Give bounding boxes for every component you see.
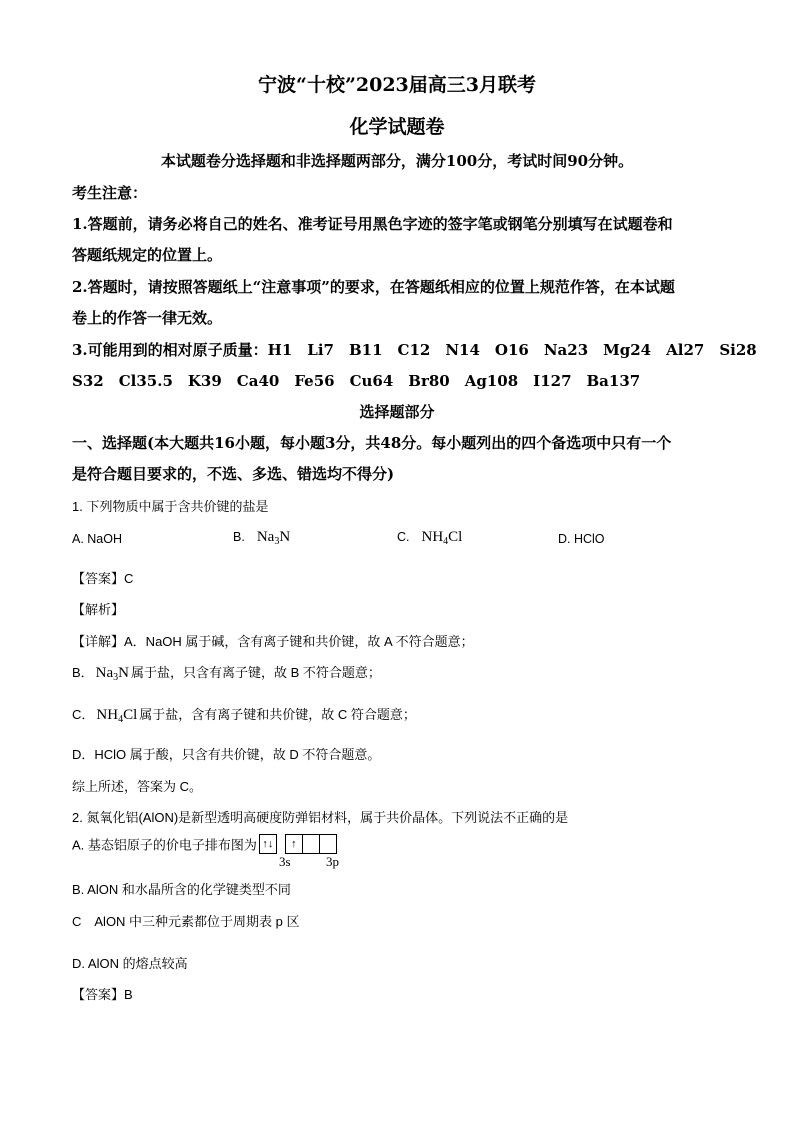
formula-subscript: 3 bbox=[274, 536, 280, 547]
orbital-3p-label: 3p bbox=[326, 854, 339, 869]
notice-item-3-line-1: 3.可能用到的相对原子质量：H1 Li7 B11 C12 N14 O16 Na23 Mg24 Al27 Si28 bbox=[72, 341, 757, 359]
formula-subscript: 3 bbox=[113, 672, 119, 683]
formula-subscript: 4 bbox=[118, 714, 124, 725]
q1-stem: 1. 下列物质中属于含共价键的盐是 bbox=[72, 499, 269, 514]
q1-answer bbox=[72, 568, 133, 587]
q1-detail-d: D．HClO 属于酸，只含有共价键，故 D 不符合题意。 bbox=[72, 747, 381, 762]
q1-option-b-formula bbox=[257, 529, 290, 545]
q1-option-b bbox=[233, 528, 290, 547]
formula-subscript: 4 bbox=[443, 536, 449, 547]
q2-stem: 2. 氮氧化铝(AlON)是新型透明高硬度防弹铝材料，属于共价晶体。下列说法不正确的是 bbox=[72, 810, 569, 825]
detail-c-prefix: C． bbox=[72, 707, 95, 722]
q1-option-c bbox=[397, 528, 462, 547]
q1-summary: 综上所述，答案为 C。 bbox=[72, 779, 203, 794]
orbital-3p-box-3 bbox=[319, 834, 337, 854]
q2-option-a bbox=[72, 834, 337, 854]
part-1-instructions-line-1: 一、选择题(本大题共16小题，每小题3分，共48分。每小题列出的四个备选项中只有一个 bbox=[72, 434, 672, 452]
formula-part: Cl bbox=[448, 529, 463, 545]
detail-c-formula bbox=[96, 707, 137, 723]
notice-item-2-line-2: 卷上的作答一律无效。 bbox=[72, 309, 223, 327]
q1-detail-a bbox=[72, 631, 474, 650]
q2-option-c: C AlON 中三种元素都位于周期表 p 区 bbox=[72, 914, 300, 929]
formula-part: NH bbox=[421, 529, 444, 545]
orbital-3s-label: 3s bbox=[279, 854, 291, 869]
exam-title: 宁波“十校”2023届高三3月联考 bbox=[258, 74, 536, 96]
detail-c-text: 属于盐，含有离子键和共价键，故 C 符合题意； bbox=[139, 707, 416, 722]
q1-option-b-label: B. bbox=[233, 530, 245, 544]
notice-heading: 考生注意： bbox=[72, 184, 148, 202]
q2-option-a-text: A. 基态铝原子的价电子排布图为 bbox=[72, 837, 257, 853]
detail-b-prefix: B． bbox=[72, 665, 94, 680]
exam-intro: 本试题卷分选择题和非选择题两部分，满分100分，考试时间90分钟。 bbox=[160, 152, 634, 170]
detail-a-text: A．NaOH 属于碱，含有离子键和共价键，故 A 不符合题意； bbox=[124, 634, 474, 649]
exam-subtitle: 化学试题卷 bbox=[349, 116, 445, 138]
q2-option-d: D. AlON 的熔点较高 bbox=[72, 956, 188, 971]
q1-option-d: D. HClO bbox=[558, 532, 605, 546]
notice-item-2-line-1: 2.答题时，请按照答题纸上“注意事项”的要求，在答题纸相应的位置上规范作答，在本试题 bbox=[72, 278, 675, 296]
notice-item-1-line-2: 答题纸规定的位置上。 bbox=[72, 246, 223, 264]
q1-detail-b bbox=[72, 662, 381, 683]
answer-value: B bbox=[124, 987, 133, 1002]
q1-detail-c bbox=[72, 704, 416, 725]
orbital-3p-box-1: ↑ bbox=[285, 834, 303, 854]
section-title: 选择题部分 bbox=[359, 403, 435, 421]
q1-option-a: A. NaOH bbox=[72, 532, 123, 546]
formula-part: N bbox=[279, 529, 291, 545]
formula-part: Cl bbox=[123, 707, 138, 723]
answer-value: C bbox=[124, 571, 134, 586]
notice-item-3-line-2: S32 Cl35.5 K39 Ca40 Fe56 Cu64 Br80 Ag108 I127 Ba137 bbox=[72, 372, 641, 390]
q1-analysis-label: 【解析】 bbox=[72, 602, 125, 617]
formula-part: Na bbox=[256, 529, 275, 545]
notice-item-1-line-1: 1.答题前，请务必将自己的姓名、准考证号用黑色字迹的签字笔或钢笔分别填写在试题卷和 bbox=[72, 215, 673, 233]
q2-answer bbox=[72, 984, 133, 1003]
q1-option-c-label: C. bbox=[397, 530, 410, 544]
formula-part: NH bbox=[96, 707, 119, 723]
detail-label: 【详解】 bbox=[72, 634, 125, 649]
answer-label: 【答案】 bbox=[72, 987, 125, 1002]
orbital-3s-box: ↑↓ bbox=[259, 834, 277, 854]
orbital-diagram bbox=[259, 834, 337, 854]
formula-part: Na bbox=[95, 665, 114, 681]
part-1-instructions-line-2: 是符合题目要求的，不选、多选、错选均不得分) bbox=[72, 465, 395, 483]
orbital-3p-box-2 bbox=[302, 834, 320, 854]
q2-option-b: B. AlON 和水晶所含的化学键类型不同 bbox=[72, 882, 291, 897]
detail-b-text: 属于盐，只含有离子键，故 B 不符合题意； bbox=[131, 665, 381, 680]
detail-b-formula bbox=[96, 665, 129, 681]
answer-label: 【答案】 bbox=[72, 571, 125, 586]
q1-option-c-formula bbox=[422, 529, 463, 545]
formula-part: N bbox=[118, 665, 130, 681]
